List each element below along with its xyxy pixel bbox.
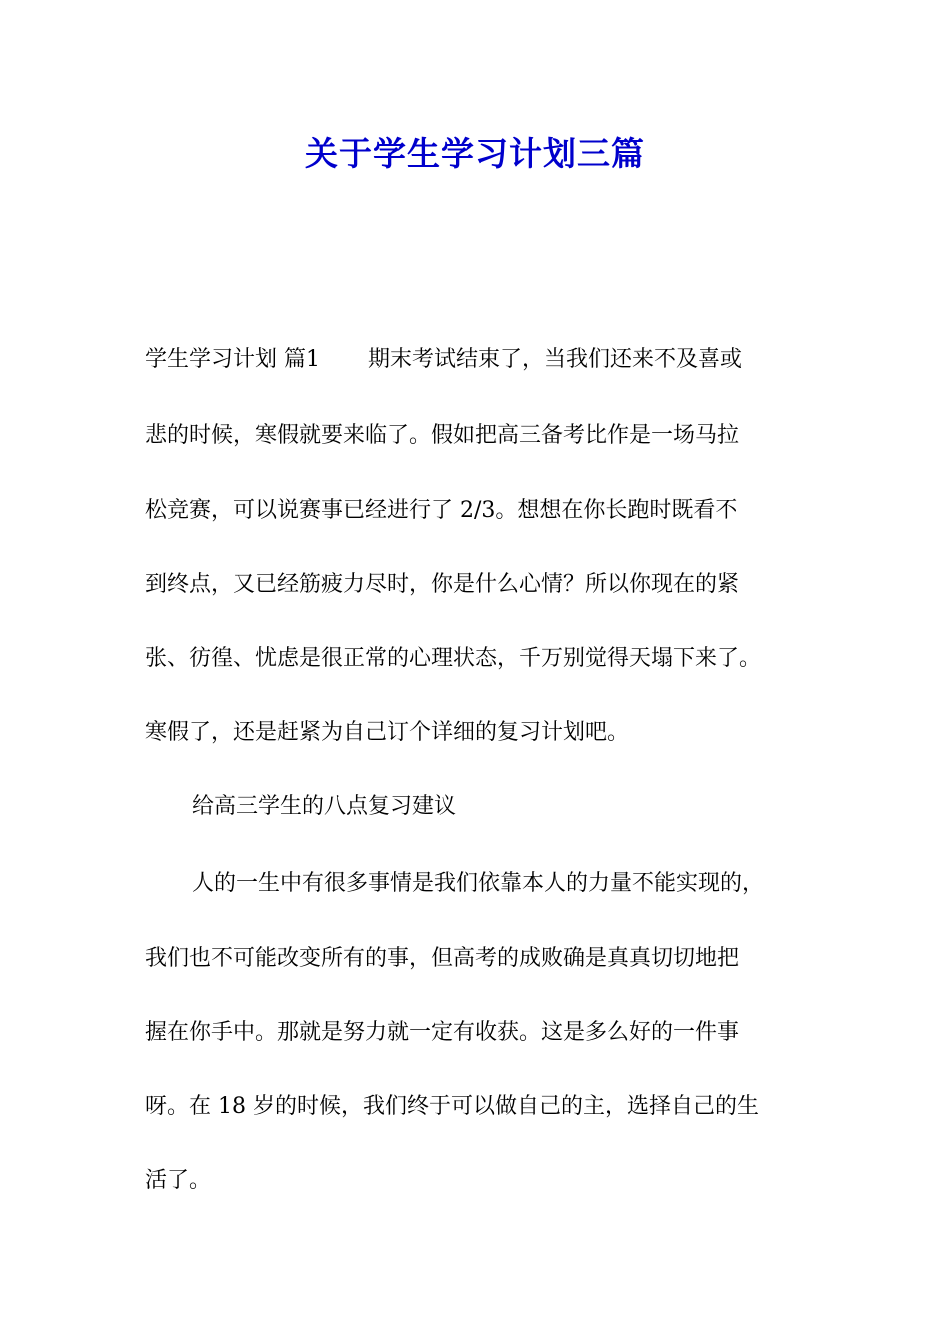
text-line: 呀。在 18 岁的时候，我们终于可以做自己的主，选择自己的生	[145, 1094, 759, 1119]
text-line: 活了。	[145, 1168, 212, 1193]
section-heading: 学生学习计划 篇1	[145, 347, 320, 372]
line-text: 期末考试结束了，当我们还来不及喜或	[368, 347, 743, 372]
document-title: 关于学生学习计划三篇	[305, 134, 645, 173]
text-line: 握在你手中。那就是努力就一定有收获。这是多么好的一件事	[145, 1020, 740, 1045]
text-line: 到终点，又已经筋疲力尽时，你是什么心情？所以你现在的紧	[145, 572, 740, 597]
text-line: 张、彷徨、忧虑是很正常的心理状态，千万别觉得天塌下来了。	[145, 646, 762, 671]
text-line	[145, 342, 835, 378]
text-line: 寒假了，还是赶紧为自己订个详细的复习计划吧。	[145, 720, 630, 745]
text-line: 松竞赛，可以说赛事已经进行了 2/3。想想在你长跑时既看不	[145, 498, 738, 523]
text-line: 悲的时候，寒假就要来临了。假如把高三备考比作是一场马拉	[145, 423, 740, 448]
subheading-line: 给高三学生的八点复习建议	[192, 794, 457, 819]
text-line: 我们也不可能改变所有的事，但高考的成败确是真真切切地把	[145, 946, 740, 971]
text-line: 人的一生中有很多事情是我们依靠本人的力量不能实现的，	[192, 871, 765, 896]
